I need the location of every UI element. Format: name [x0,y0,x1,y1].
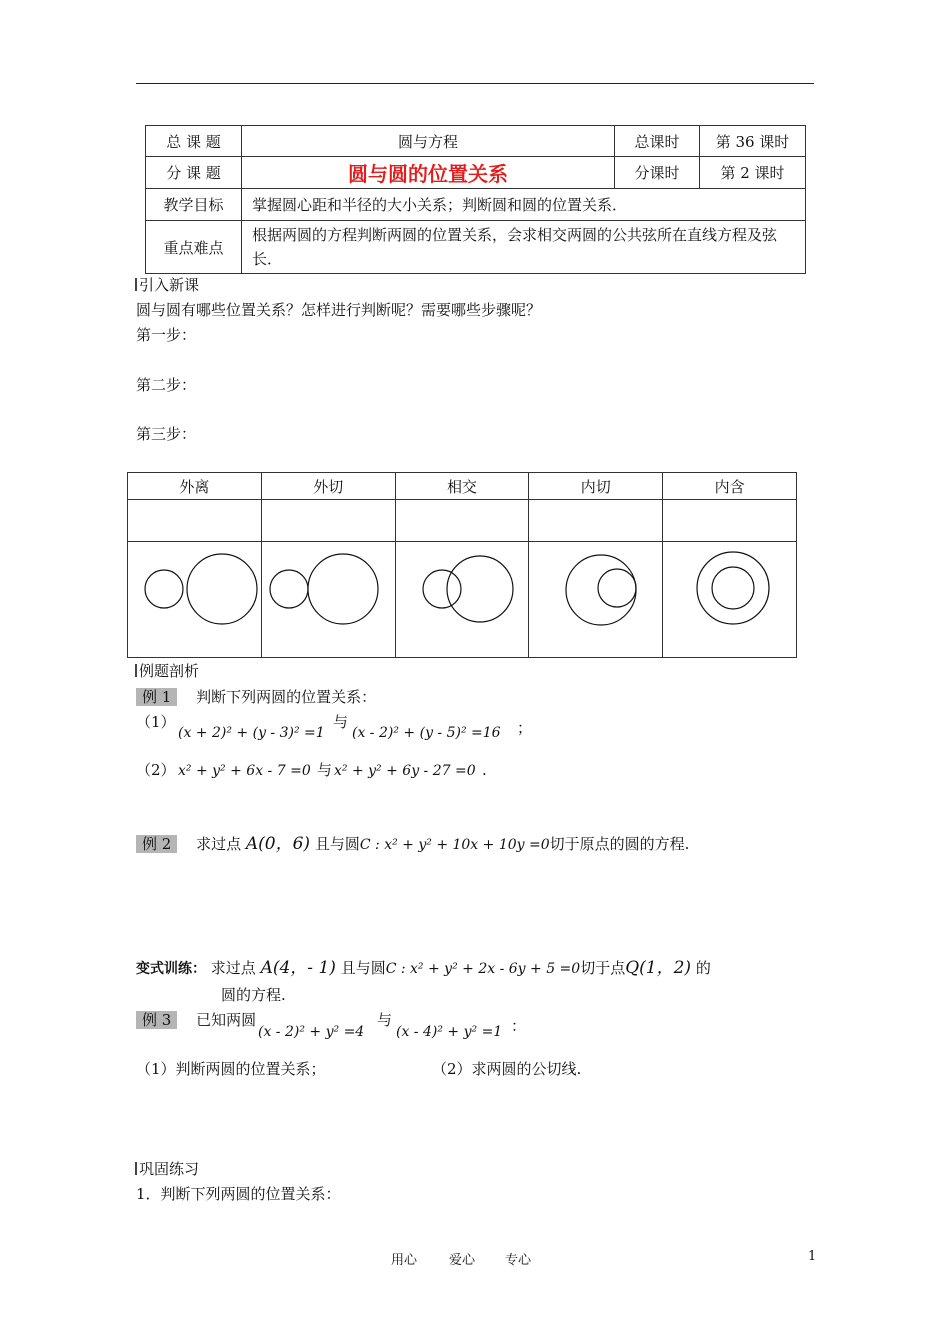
intro-heading: 引入新课 [135,275,199,295]
equation-2b: x² + y² + 6y - 27 =0 [334,763,476,779]
point-a: A(0，6) [245,834,311,854]
punct-period: . [482,761,487,779]
footer-motto-2: 爱心 [449,1253,476,1268]
relation-table [127,472,797,658]
header-internal-tangent: 内切 [529,473,663,500]
example-1-prompt: 判断下列两圆的位置关系： [196,688,377,706]
examples-heading: 例题剖析 [135,661,199,681]
header-intersect: 相交 [395,473,529,500]
small-circle [270,570,308,608]
equation-3b: (x - 4)² + y² =1 [396,1024,503,1040]
label-key-points: 重点难点 [146,221,242,274]
header-separate: 外离 [128,473,262,500]
small-circle [712,567,754,609]
punct-semicolon: ； [517,719,533,737]
sub-hours-value: 第 2 课时 [700,157,806,189]
large-circle [187,554,257,624]
example-1-part-2: （2） [136,761,176,779]
contained-circles-diagram [665,543,795,653]
section-marker-icon [135,1162,137,1175]
intro-question: 圆与圆有哪些位置关系？怎样进行判断呢？需要哪些步骤呢？ [136,301,542,319]
label-objectives: 教学目标 [146,189,242,221]
large-circle [697,552,769,624]
separate-circles-diagram [129,543,259,653]
circle-c-equation: C : x² + y² + 10x + 10y =0 [359,837,550,853]
variant-line-2: 圆的方程. [221,986,286,1004]
diagram-separate [128,542,262,658]
equation-1a: (x + 2)² + (y - 3)² =1 [178,725,325,741]
total-hours-value: 第 36 课时 [700,126,806,157]
page-number: 1 [808,1249,817,1264]
variant-exercise-line: 变式训练： 求过点 A(4，- 1) 且与圆C : x² + y² + 2x - 6y + 5 =0切于点Q(1，2) 的 [136,958,711,978]
step-one: 第一步： [136,326,197,344]
objectives-text: 掌握圆心距和半径的大小关系；判断圆和圆的位置关系． [242,189,806,221]
small-circle [423,570,461,608]
point-a: A(4，- 1) [260,958,336,978]
practice-item-1: 1．判断下列两圆的位置关系： [136,1185,341,1203]
footer-motto-1: 用心 [391,1253,418,1268]
section-marker-icon [135,278,137,291]
blank-cell [395,500,529,542]
label-sub-topic: 分 课 题 [146,157,242,189]
connector-and: 与 [333,713,349,731]
header-external-tangent: 外切 [261,473,395,500]
example-2-tag: 例 2 [136,835,177,853]
total-topic-value: 圆与方程 [242,126,615,157]
large-circle [447,556,513,622]
header-rule [136,83,814,84]
point-q: Q(1，2) [625,958,692,978]
label-sub-hours: 分课时 [615,157,700,189]
diagram-intersect [395,542,529,658]
step-two: 第二步： [136,376,197,394]
intersect-diagram [397,543,527,653]
lesson-title: 圆与圆的位置关系 [242,157,615,189]
example-3-line: 例 3 已知两圆 [136,1010,256,1030]
diagram-contained [663,542,797,658]
example-3-tag: 例 3 [136,1011,177,1029]
connector-and: 与 [317,761,333,779]
large-circle [308,554,378,624]
diagram-external-tangent [261,542,395,658]
large-circle [566,555,636,625]
small-circle [598,569,636,607]
small-circle [145,570,183,608]
course-info-table [145,125,806,274]
internal-tangent-diagram [531,543,661,653]
example-1-tag: 例 1 [136,688,177,706]
example-1-line [136,687,376,707]
circle-c-equation: C : x² + y² + 2x - 6y + 5 =0 [385,961,581,977]
header-contained: 内含 [663,473,797,500]
step-three: 第三步： [136,425,197,443]
blank-cell [261,500,395,542]
key-points-text: 根据两圆的方程判断两圆的位置关系，会求相交两圆的公共弦所在直线方程及弦长． [242,221,806,274]
example-3-question-1: （1）判断两圆的位置关系； [136,1060,326,1078]
practice-heading: 巩固练习 [135,1159,199,1179]
example-3-question-2: （2）求两圆的公切线. [432,1060,582,1078]
label-total-hours: 总课时 [615,126,700,157]
blank-cell [663,500,797,542]
label-total-topic: 总 课 题 [146,126,242,157]
equation-1b: (x - 2)² + (y - 5)² =16 [352,725,501,741]
section-marker-icon [135,664,137,677]
variant-label: 变式训练： [136,961,206,977]
blank-cell [529,500,663,542]
blank-cell [128,500,262,542]
equation-2a: x² + y² + 6x - 7 =0 [178,763,311,779]
example-1-part-1: （1） [136,713,176,731]
footer-motto-3: 专心 [505,1253,532,1268]
diagram-internal-tangent [529,542,663,658]
equation-3a: (x - 2)² + y² =4 [258,1024,365,1040]
connector-and: 与 [377,1011,393,1029]
example-2-line: 例 2 求过点 A(0，6) 且与圆C : x² + y² + 10x + 10y =0切于原点的圆的方程. [136,834,689,855]
punct-colon: ： [511,1017,527,1035]
external-tangent-diagram [263,543,393,653]
